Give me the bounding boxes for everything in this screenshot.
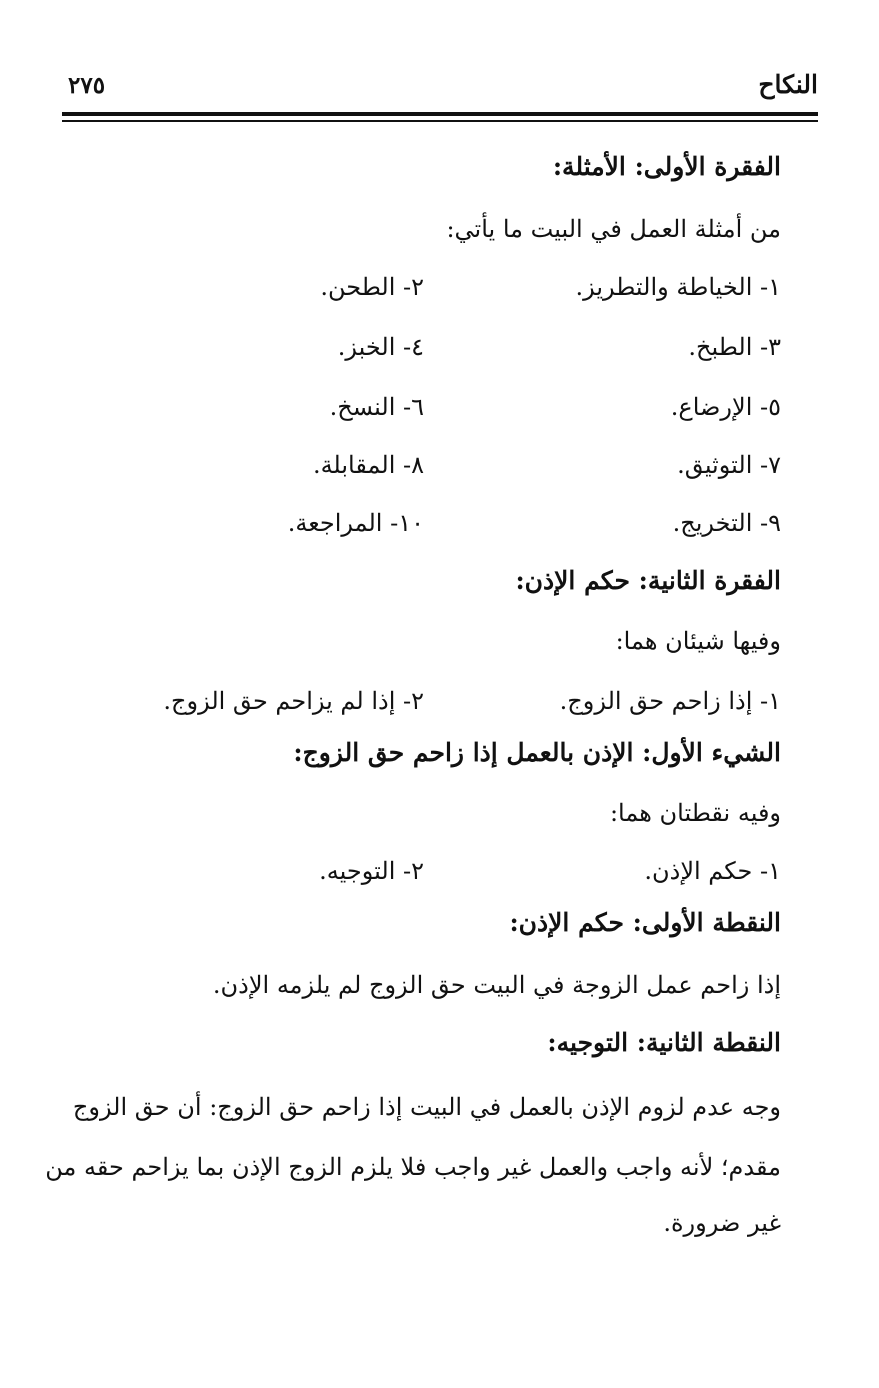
list-item: ٧- التوثيق. [677,451,781,479]
list-item: ٢- التوجيه. [319,857,424,885]
list-item: ٦- النسخ. [329,393,424,421]
chapter-title: النكاح [758,70,818,99]
list-item: ١٠- المراجعة. [287,509,424,537]
list-item: ٨- المقابلة. [312,451,424,479]
paragraph-line: غير ضرورة. [663,1209,781,1237]
page-number: ٢٧٥ [68,72,106,99]
point1-text: إذا زاحم عمل الزوجة في البيت حق الزوج لم يلزمه الإذن. [212,971,781,999]
list-item: ١- إذا زاحم حق الزوج. [559,687,781,715]
list-item: ٢- إذا لم يزاحم حق الزوج. [163,687,424,715]
list-item: ٩- التخريج. [672,509,781,537]
list-item: ٢- الطحن. [320,273,424,301]
thing1-heading: الشيء الأول: الإذن بالعمل إذا زاحم حق الزوج: [293,738,781,767]
point2-heading: النقطة الثانية: التوجيه: [547,1028,781,1057]
thing1-intro: وفيه نقطتان هما: [609,799,781,827]
section2-intro: وفيها شيئان هما: [615,627,781,655]
list-item: ٥- الإرضاع. [670,393,781,421]
list-item: ١- حكم الإذن. [644,857,781,885]
list-item: ٤- الخبز. [337,333,424,361]
header-rule-thin [62,120,818,122]
section1-intro: من أمثلة العمل في البيت ما يأتي: [446,215,781,243]
header-rule-thick [62,112,818,116]
running-header [62,68,818,108]
paragraph-line: وجه عدم لزوم الإذن بالعمل في البيت إذا زاحم حق الزوج: أن حق الزوج [72,1093,781,1121]
point1-heading: النقطة الأولى: حكم الإذن: [509,908,781,937]
paragraph-line: مقدم؛ لأنه واجب والعمل غير واجب فلا يلزم الزوج الإذن بما يزاحم حقه من [45,1153,781,1181]
list-item: ٣- الطبخ. [688,333,781,361]
section1-heading: الفقرة الأولى: الأمثلة: [552,152,781,181]
section2-heading: الفقرة الثانية: حكم الإذن: [515,566,781,595]
list-item: ١- الخياطة والتطريز. [575,273,781,301]
